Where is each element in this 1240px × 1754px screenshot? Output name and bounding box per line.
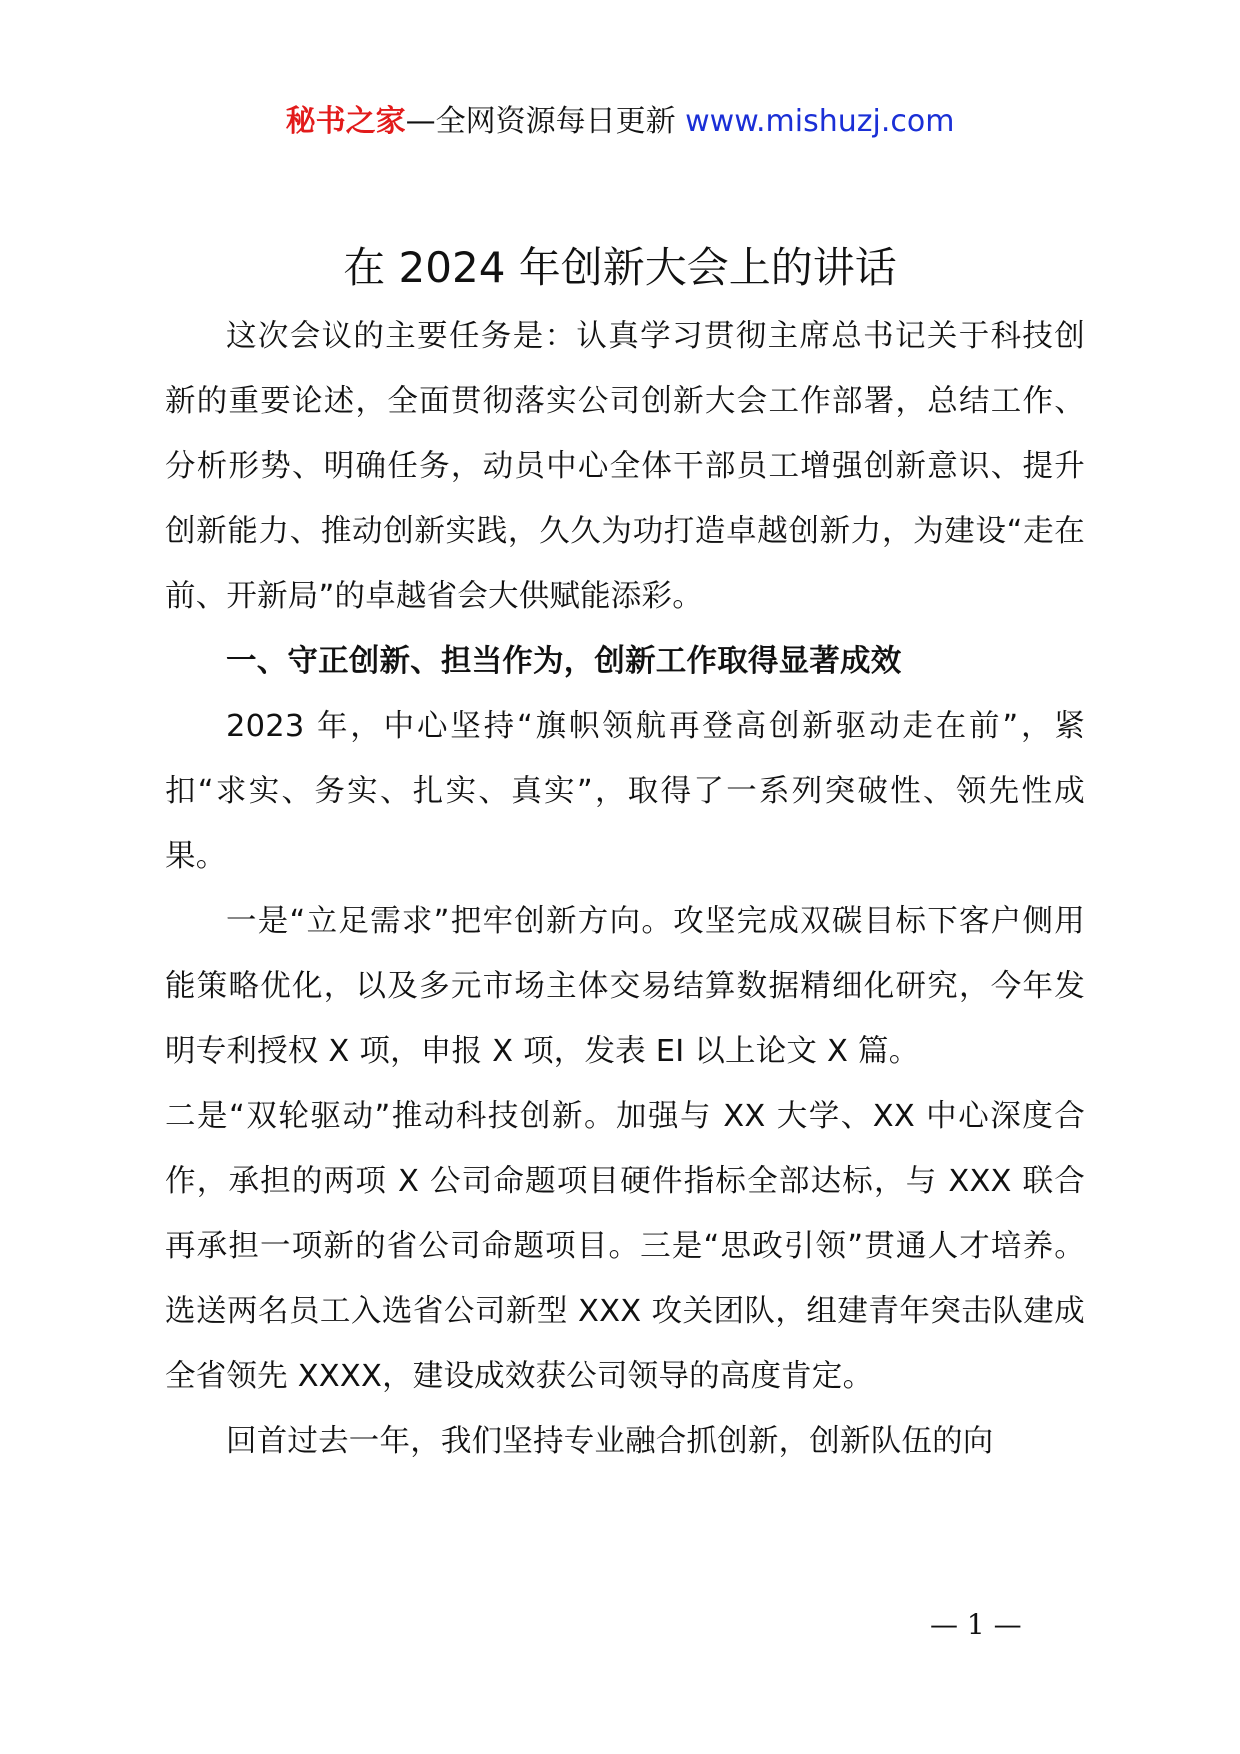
document-title: 在 2024 年创新大会上的讲话 xyxy=(343,243,897,292)
paragraph-2023-summary: 2023 年，中心坚持“旗帜领航再登高创新驱动走在前”，紧扣“求实、务实、扎实、真实”，取得了一系列突破性、领先性成果。 xyxy=(165,709,1085,874)
page-header xyxy=(0,100,1240,144)
document-body xyxy=(165,304,1085,1474)
section-heading: 一、守正创新、担当作为，创新工作取得显著成效 xyxy=(226,644,902,679)
paragraph-achievement-1: 一是“立足需求”把牢创新方向。攻坚完成双碳目标下客户侧用能策略优化，以及多元市场主体交易结算数据精细化研究，今年发明专利授权 X 项，申报 X 项，发表 EI 以上论文 X 篇。 xyxy=(165,904,1085,1069)
paragraph-achievement-2-3: 二是“双轮驱动”推动科技创新。加强与 XX 大学、XX 中心深度合作，承担的两项 X 公司命题项目硬件指标全部达标，与 XXX 联合再承担一项新的省公司命题项目。三是“思政引领”贯通人才培养。选送两名员工入选省公司新型 XXX 攻关团队，组建青年突击队建成全省领先 XXXX，建设成效获公司领导的高度肯定。 xyxy=(165,1099,1085,1394)
site-url-link[interactable]: www.mishuzj.com xyxy=(685,104,955,139)
paragraph-intro: 这次会议的主要任务是：认真学习贯彻主席总书记关于科技创新的重要论述，全面贯彻落实公司创新大会工作部署，总结工作、分析形势、明确任务，动员中心全体干部员工增强创新意识、提升创新能力、推动创新实践，久久为功打造卓越创新力，为建设“走在前、开新局”的卓越省会大供赋能添彩。 xyxy=(165,319,1085,614)
page-number: — 1 — xyxy=(930,1608,1022,1641)
brand-name: 秘书之家 xyxy=(285,104,406,139)
paragraph-review: 回首过去一年，我们坚持专业融合抓创新，创新队伍的向 xyxy=(226,1424,994,1459)
header-tagline: —全网资源每日更新 xyxy=(405,104,676,139)
